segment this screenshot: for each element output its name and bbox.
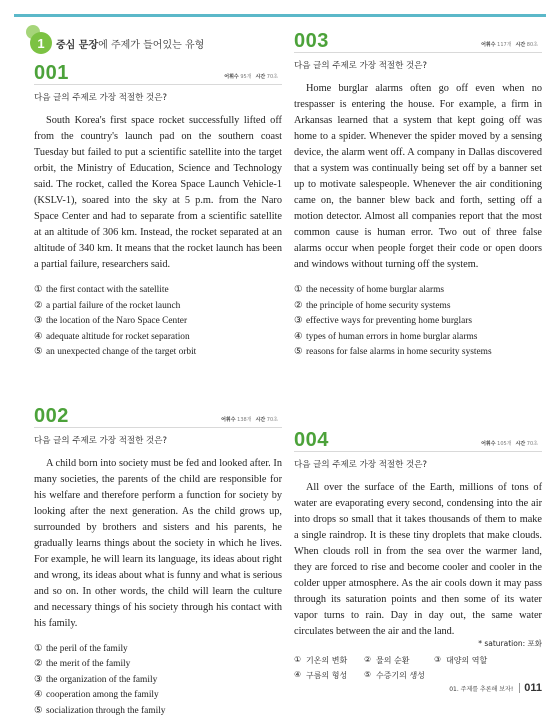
time-value: 70초 (527, 441, 538, 447)
answer-option[interactable] (34, 345, 282, 361)
time-label: 시간 (256, 74, 266, 80)
answer-option[interactable] (294, 299, 542, 315)
answer-option[interactable] (34, 283, 282, 299)
section-title-bold: 중심 문장 (56, 40, 98, 51)
option-text: the organization of the family (46, 673, 157, 689)
question-prompt: 다음 글의 주제로 가장 적절한 것은? (294, 59, 542, 71)
answer-option[interactable] (34, 673, 282, 689)
answer-option[interactable] (294, 314, 542, 330)
option-text: the location of the Naro Space Center (46, 314, 187, 330)
option-text: socialization through the family (46, 704, 166, 719)
option-text: 구름의 형성 (306, 670, 347, 681)
option-text: a partial failure of the rocket launch (46, 299, 180, 315)
answer-option[interactable] (364, 670, 434, 681)
answer-options (34, 283, 282, 361)
time-value: 80초 (527, 42, 538, 48)
option-marker: ④ (34, 688, 46, 704)
option-marker: ③ (34, 673, 46, 689)
passage-text: South Korea's first space rocket successfully lifted off from the country's launch pad on the southern coast Tuesday but failed to put a scientific satellite into the target orbit, the Ministry of Education, Science and Technology said. The rocket, called the Korea Space Launch Vehicle-1 (KSLV-1), soared into the sky at 5 p.m. from the Naro Space Center and had to separate from a scientific satellite at an altitude of 306 km. Instead, the rocket separated at an altitude of 340 km. It means that the rocket launch has been a partial failure, researchers said. (34, 113, 282, 273)
answer-option[interactable] (34, 314, 282, 330)
word-count-label: 어휘수 (221, 417, 236, 423)
top-rule (14, 14, 546, 17)
question-prompt: 다음 글의 주제로 가장 적절한 것은? (34, 434, 282, 446)
answer-option[interactable] (294, 670, 364, 681)
section-heading (30, 30, 282, 56)
section-number-badge: 1 (30, 32, 52, 54)
option-text: the merit of the family (46, 657, 130, 673)
option-marker: ⑤ (34, 704, 46, 719)
question-meta (221, 416, 282, 423)
answer-option[interactable] (364, 655, 434, 666)
option-text: cooperation among the family (46, 688, 159, 704)
question-number: 001 (34, 63, 69, 83)
option-marker: ⑤ (34, 345, 46, 361)
option-marker: ① (34, 283, 46, 299)
option-text: reasons for false alarms in home security systems (306, 345, 492, 361)
answer-options (34, 642, 282, 719)
word-count-label: 어휘수 (481, 441, 496, 447)
option-text: 물의 순환 (376, 655, 409, 666)
word-count-value: 138개 (237, 417, 251, 423)
option-marker: ② (34, 657, 46, 673)
question-meta (481, 41, 542, 48)
question-number: 003 (294, 31, 329, 51)
section-title (56, 36, 204, 51)
page-number: 011 (524, 682, 542, 694)
word-count-value: 117개 (497, 42, 511, 48)
time-label: 시간 (516, 441, 526, 447)
answer-option[interactable] (434, 655, 524, 666)
option-text: types of human errors in home burglar alarms (306, 330, 477, 346)
option-marker: ③ (34, 314, 46, 330)
passage-text: All over the surface of the Earth, millions of tons of water are evaporating every second, condensing into the air into drops so small that it takes thousands of them to make a single raindrop. It is these tiny droplets that make clouds. When clouds roll in from the sea over the warmer land, they are forced to rise and become cooler and cooler in the colder upper atmosphere. As the air cools down it may pass through its saturation points and then some of its water vapor turns to rain. Day in day out, the same water circulates between the air and the land. (294, 480, 542, 640)
answer-option[interactable] (294, 655, 364, 666)
question-prompt: 다음 글의 주제로 가장 적절한 것은? (34, 91, 282, 103)
option-text: effective ways for preventing home burglars (306, 314, 472, 330)
word-count-value: 95개 (240, 74, 251, 80)
option-text: the first contact with the satellite (46, 283, 169, 299)
question-header-002 (34, 405, 282, 428)
word-count-value: 105개 (497, 441, 511, 447)
question-number: 004 (294, 430, 329, 450)
option-text: the principle of home security systems (306, 299, 451, 315)
passage-text: A child born into society must be fed and looked after. In many societies, the parents of the child are responsible for his welfare and therefore perform a function for society by looking after the next generation. As the child grows up, surrounded by brothers and sisters and his parents, he gradually learns things about the society in which he lives. For example, he will learn its language, its ideas about right and wrong, its ideas about what is funny and what is serious and so on. In other words, the child will learn the culture and necessary things of his society through his contact with his family. (34, 456, 282, 632)
left-column (34, 30, 282, 719)
time-value: 70초 (267, 74, 278, 80)
option-marker: ② (364, 655, 376, 666)
answer-option[interactable] (294, 330, 542, 346)
answer-option[interactable] (34, 704, 282, 719)
option-marker: ② (34, 299, 46, 315)
option-text: the necessity of home burglar alarms (306, 283, 444, 299)
answer-options (294, 655, 542, 681)
option-marker: ① (294, 655, 306, 666)
word-count-label: 어휘수 (481, 42, 496, 48)
option-text: adequate altitude for rocket separation (46, 330, 190, 346)
word-count-label: 어휘수 (224, 74, 239, 80)
passage-text: Home burglar alarms often go off even when no trespasser is entering the house. For example, a firm in Arkansas learned that a system that kept going off was home to a spider. Whenever the spider moved by a sensing device, the alarm went off. A company in Dallas discovered that a system was continually being set off by a banner set up to motivate salespeople. Whenever the air conditioning came on, the banner blew back and forth, setting off a motion detector. Almost all companies report that the most common cause is human error. Two out of three false alarms occur when people forget their code or open doors and windows without turning off the system. (294, 81, 542, 273)
option-marker: ④ (294, 330, 306, 346)
answer-option[interactable] (34, 657, 282, 673)
section-title-rest: 에 주제가 들어있는 유형 (98, 40, 204, 51)
right-column (294, 30, 542, 681)
question-prompt: 다음 글의 주제로 가장 적절한 것은? (294, 458, 542, 470)
answer-option[interactable] (34, 330, 282, 346)
option-text: 기온의 변화 (306, 655, 347, 666)
question-number: 002 (34, 406, 69, 426)
question-meta (481, 440, 542, 447)
option-marker: ② (294, 299, 306, 315)
option-marker: ⑤ (294, 345, 306, 361)
answer-option[interactable] (34, 642, 282, 658)
option-text: 대양의 역할 (446, 655, 487, 666)
answer-option[interactable] (294, 283, 542, 299)
question-header-004 (294, 429, 542, 452)
answer-option[interactable] (294, 345, 542, 361)
question-header-001 (34, 62, 282, 85)
page-footer (449, 682, 542, 694)
answer-options (294, 283, 542, 361)
chapter-label: 01. 주제를 추론해 보자! (449, 684, 513, 693)
option-text: an unexpected change of the target orbit (46, 345, 196, 361)
question-meta (224, 73, 282, 80)
answer-option[interactable] (34, 299, 282, 315)
option-marker: ⑤ (364, 670, 376, 681)
option-marker: ③ (294, 314, 306, 330)
option-marker: ④ (34, 330, 46, 346)
time-label: 시간 (516, 42, 526, 48)
option-marker: ③ (434, 655, 446, 666)
question-header-003 (294, 30, 542, 53)
option-marker: ① (294, 283, 306, 299)
time-value: 70초 (267, 417, 278, 423)
option-text: 수증기의 생성 (376, 670, 425, 681)
time-label: 시간 (256, 417, 266, 423)
footer-divider (519, 683, 520, 693)
answer-option[interactable] (34, 688, 282, 704)
option-marker: ④ (294, 670, 306, 681)
footnote: * saturation: 포화 (294, 638, 542, 649)
option-text: the peril of the family (46, 642, 128, 658)
option-marker: ① (34, 642, 46, 658)
